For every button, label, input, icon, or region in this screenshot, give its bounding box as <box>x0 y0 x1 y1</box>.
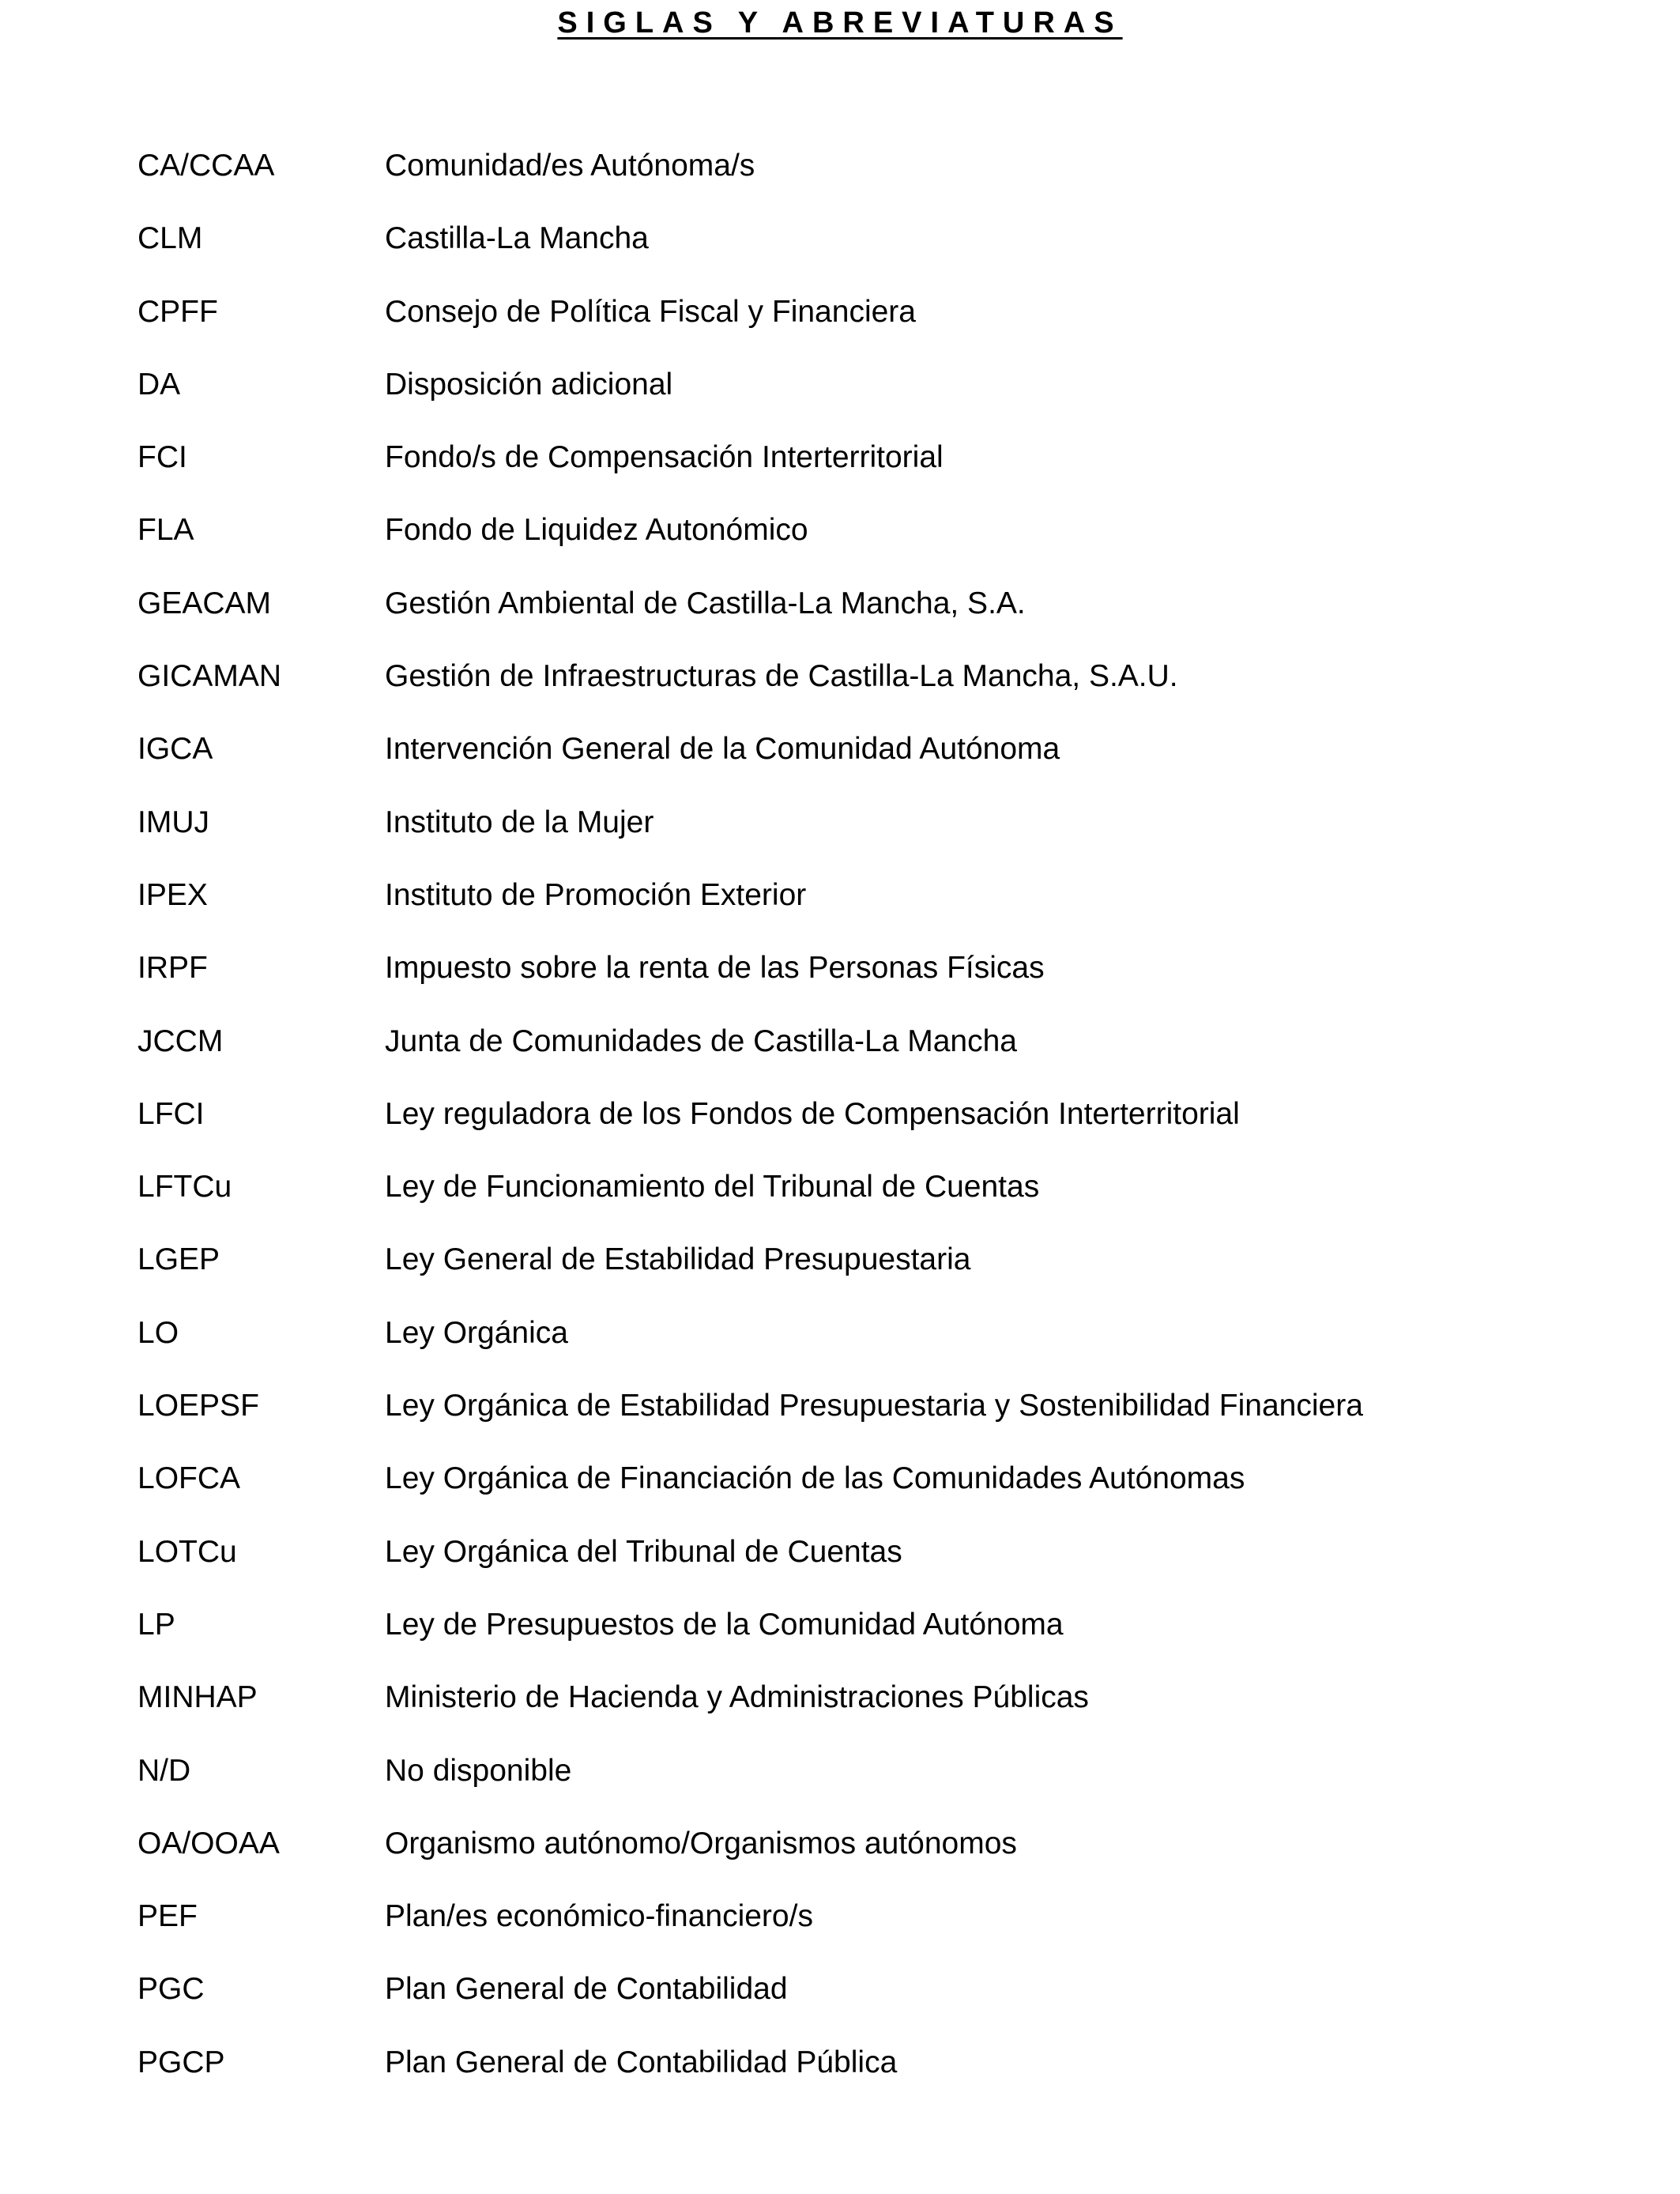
list-item <box>137 438 1639 511</box>
abbreviation-meaning: No disponible <box>385 1753 572 1788</box>
abbreviation-meaning: Gestión Ambiental de Castilla-La Mancha, S.A. <box>385 586 1026 620</box>
list-item <box>137 1240 1639 1313</box>
abbreviation-code: DA <box>137 367 181 401</box>
abbreviation-meaning: Plan General de Contabilidad <box>385 1972 788 2007</box>
abbreviation-code: PGC <box>137 1972 205 2007</box>
list-item <box>137 948 1639 1021</box>
list-item <box>137 584 1639 657</box>
abbreviation-code: GICAMAN <box>137 659 282 694</box>
list-item <box>137 803 1639 876</box>
abbreviation-code: IMUJ <box>137 805 209 839</box>
list-item <box>137 1095 1639 1167</box>
abbreviation-meaning: Ministerio de Hacienda y Administraciones Públicas <box>385 1680 1089 1715</box>
list-item <box>137 2043 1639 2116</box>
abbreviation-code: OA/OOAA <box>137 1826 280 1860</box>
abbreviation-meaning: Castilla-La Mancha <box>385 221 649 256</box>
abbreviation-meaning: Ley reguladora de los Fondos de Compensación Interterritorial <box>385 1096 1240 1131</box>
abbreviation-meaning: Impuesto sobre la renta de las Personas Físicas <box>385 951 1045 986</box>
abbreviation-meaning: Ley de Funcionamiento del Tribunal de Cuentas <box>385 1170 1040 1204</box>
abbreviation-meaning: Plan General de Contabilidad Pública <box>385 2045 898 2079</box>
abbreviation-code: GEACAM <box>137 586 272 620</box>
list-item <box>137 1970 1639 2042</box>
abbreviation-meaning: Disposición adicional <box>385 367 673 401</box>
abbreviation-code: IPEX <box>137 877 208 912</box>
list-item <box>137 1022 1639 1095</box>
abbreviation-code: LFCI <box>137 1096 205 1131</box>
list-item <box>137 1678 1639 1751</box>
list-item <box>137 876 1639 948</box>
list-item <box>137 657 1639 729</box>
abbreviation-code: LOEPSF <box>137 1389 259 1423</box>
abbreviation-meaning: Ley Orgánica <box>385 1315 568 1350</box>
abbreviation-meaning: Plan/es económico-financiero/s <box>385 1899 813 1934</box>
abbreviation-meaning: Junta de Comunidades de Castilla-La Mancha <box>385 1023 1017 1058</box>
abbreviation-meaning: Intervención General de la Comunidad Autónoma <box>385 732 1060 767</box>
list-item <box>137 1459 1639 1532</box>
abbreviation-code: MINHAP <box>137 1680 258 1715</box>
abbreviation-meaning: Gestión de Infraestructuras de Castilla-La Mancha, S.A.U. <box>385 659 1178 694</box>
abbreviation-meaning: Comunidad/es Autónoma/s <box>385 149 755 183</box>
abbreviation-code: CLM <box>137 221 203 256</box>
list-item <box>137 1751 1639 1824</box>
list-item <box>137 729 1639 802</box>
abbreviation-code: LP <box>137 1607 175 1642</box>
list-item <box>137 1386 1639 1459</box>
abbreviation-meaning: Ley Orgánica de Estabilidad Presupuestaria y Sostenibilidad Financiera <box>385 1389 1363 1423</box>
abbreviation-code: LOTCu <box>137 1534 237 1569</box>
list-item <box>137 365 1639 438</box>
abbreviation-meaning: Ley General de Estabilidad Presupuestaria <box>385 1242 971 1277</box>
abbreviation-meaning: Fondo de Liquidez Autonómico <box>385 513 808 548</box>
list-item <box>137 1167 1639 1240</box>
abbreviation-code: CPFF <box>137 294 218 329</box>
abbreviation-code: IGCA <box>137 732 213 767</box>
abbreviation-code: FLA <box>137 513 194 548</box>
list-item <box>137 292 1639 365</box>
abbreviation-code: N/D <box>137 1753 191 1788</box>
abbreviation-meaning: Consejo de Política Fiscal y Financiera <box>385 294 916 329</box>
abbreviation-code: IRPF <box>137 951 208 986</box>
abbreviation-code: LOFCA <box>137 1461 241 1496</box>
abbreviation-meaning: Instituto de Promoción Exterior <box>385 877 807 912</box>
page-title <box>0 3 1680 43</box>
abbreviation-code: LO <box>137 1315 179 1350</box>
list-item <box>137 1314 1639 1386</box>
abbreviation-meaning: Ley Orgánica de Financiación de las Comunidades Autónomas <box>385 1461 1245 1496</box>
abbreviation-meaning: Instituto de la Mujer <box>385 805 654 839</box>
list-item <box>137 1532 1639 1605</box>
abbreviation-code: JCCM <box>137 1023 224 1058</box>
list-item <box>137 219 1639 292</box>
list-item <box>137 1605 1639 1678</box>
list-item <box>137 146 1639 219</box>
abbreviation-code: PEF <box>137 1899 198 1934</box>
abbreviation-code: LFTCu <box>137 1170 232 1204</box>
abbreviation-meaning: Organismo autónomo/Organismos autónomos <box>385 1826 1017 1860</box>
abbreviation-meaning: Fondo/s de Compensación Interterritorial <box>385 440 944 475</box>
abbreviation-code: FCI <box>137 440 187 475</box>
abbreviation-meaning: Ley de Presupuestos de la Comunidad Autónoma <box>385 1607 1064 1642</box>
list-item <box>137 1897 1639 1970</box>
abbreviation-list <box>137 146 1639 2116</box>
list-item <box>137 1824 1639 1897</box>
list-item <box>137 511 1639 583</box>
abbreviation-code: LGEP <box>137 1242 220 1277</box>
abbreviation-code: PGCP <box>137 2045 225 2079</box>
page-title-text: SIGLAS Y ABREVIATURAS <box>557 6 1123 40</box>
abbreviation-code: CA/CCAA <box>137 149 275 183</box>
abbreviation-meaning: Ley Orgánica del Tribunal de Cuentas <box>385 1534 902 1569</box>
